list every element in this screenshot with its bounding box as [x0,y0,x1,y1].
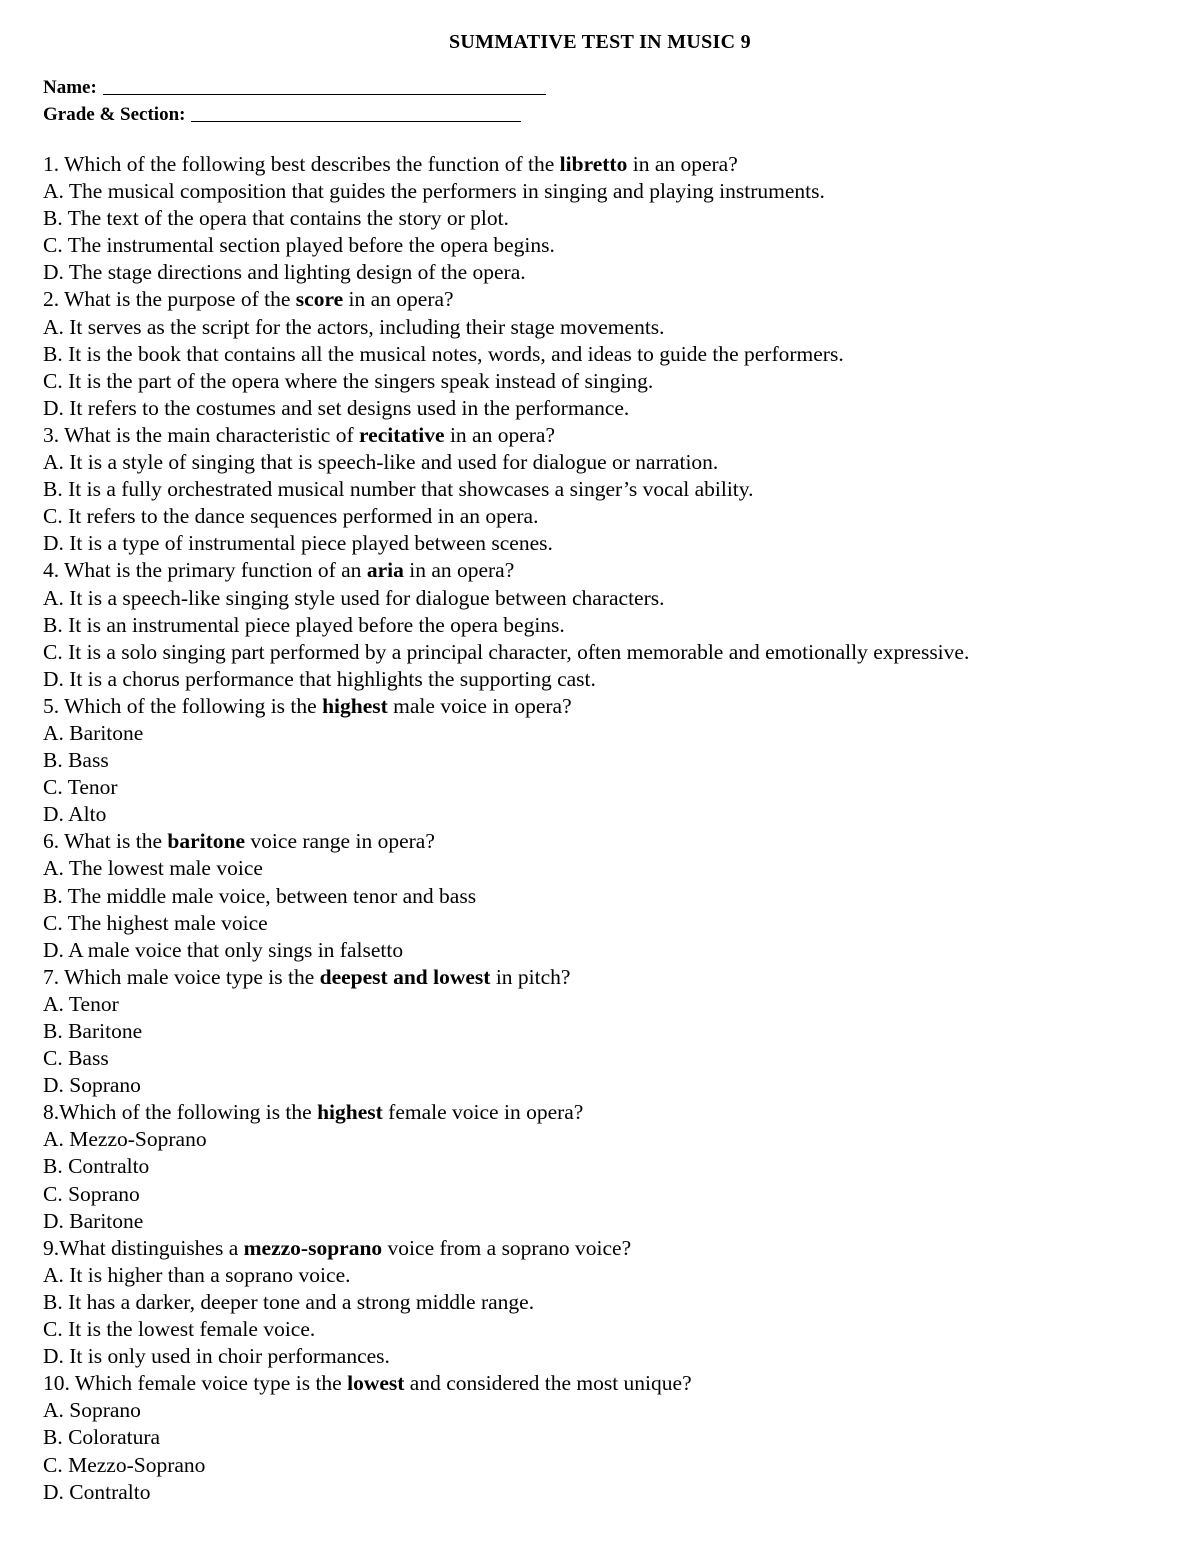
answer-option-c: C. The highest male voice [43,910,268,935]
answer-option-d: D. It is a chorus performance that highlights the supporting cast. [43,666,596,691]
question-text-end: in an opera? [403,558,515,583]
question-4 [43,557,1173,692]
question-text-end: in an opera? [627,152,738,176]
question-stem [43,286,1173,313]
question-text: 5. Which of the following is the [43,693,323,718]
question-text: 9.What distinguishes a [43,1235,244,1260]
question-keyword: recitative [359,422,445,447]
question-stem [43,557,1173,584]
answer-option-b: B. Bass [43,748,109,773]
question-text-end: in an opera? [343,287,454,312]
answer-option-a: A. Baritone [43,720,144,745]
question-text-end: male voice in opera? [387,693,572,718]
question-10 [43,1370,1173,1505]
answer-option-c: C. It refers to the dance sequences performed in an opera. [43,504,539,529]
question-text: 4. What is the primary function of an [43,558,367,583]
answer-option-b: B. Coloratura [43,1425,161,1450]
question-5 [43,693,1173,828]
answer-option-d: D. Contralto [43,1479,151,1504]
answer-option-b: B. Contralto [43,1154,150,1179]
question-text-end: female voice in opera? [382,1100,584,1125]
question-6 [43,828,1173,963]
question-stem [43,964,1173,991]
grade-section-label: Grade & Section: [43,104,186,125]
answer-option-a: A. It is a style of singing that is speech-like and used for dialogue or narration. [43,450,719,475]
question-stem [43,693,1173,720]
answer-option-c: C. The instrumental section played before the opera begins. [43,233,555,258]
question-keyword: highest [322,693,388,718]
question-keyword: lowest [347,1371,405,1396]
answer-option-d: D. Soprano [43,1073,141,1098]
answer-option-b: B. Baritone [43,1019,143,1043]
answer-option-d: D. A male voice that only sings in falsetto [43,937,404,962]
question-8 [43,1099,1173,1234]
answer-option-b: B. The text of the opera that contains the story or plot. [43,206,509,231]
question-text: 3. What is the main characteristic of [43,422,360,447]
answer-option-c: C. Soprano [43,1181,140,1206]
answer-option-b: B. The middle male voice, between tenor and bass [43,883,477,908]
question-text: 6. What is the [43,829,168,854]
question-stem [43,828,1173,855]
question-text: 10. Which female voice type is the [43,1371,348,1396]
answer-option-c: C. Tenor [43,775,118,800]
question-text-end: in pitch? [490,964,571,989]
answer-option-a: A. The lowest male voice [43,856,263,881]
question-text: 1. Which of the following best describes the function of the [43,152,560,176]
answer-option-a: A. Soprano [43,1398,141,1423]
answer-option-a: A. The musical composition that guides the performers in singing and playing instruments. [43,179,825,204]
page-title: SUMMATIVE TEST IN MUSIC 9 [448,31,751,53]
question-text: 7. Which male voice type is the [43,964,320,989]
answer-option-b: B. It is an instrumental piece played before the opera begins. [43,612,565,637]
question-keyword: deepest and lowest [319,964,491,989]
question-stem [43,1370,1173,1397]
question-7 [43,964,1173,1099]
question-3 [43,422,1173,557]
question-text-end: and considered the most unique? [404,1371,692,1396]
answer-option-d: D. The stage directions and lighting design of the opera. [43,260,526,285]
question-keyword: aria [366,558,404,583]
question-9 [43,1235,1173,1370]
question-keyword: libretto [559,152,628,176]
question-keyword: mezzo-soprano [243,1235,383,1260]
answer-option-c: C. It is a solo singing part performed by a principal character, often memorable and emotionally expressive. [43,639,970,664]
answer-option-a: A. It is a speech-like singing style used for dialogue between characters. [43,585,665,610]
answer-option-c: C. Mezzo-Soprano [43,1452,206,1477]
name-blank-line[interactable] [103,74,546,95]
answer-option-d: D. Baritone [43,1208,144,1233]
answer-option-c: C. It is the lowest female voice. [43,1317,316,1342]
question-keyword: score [295,287,344,312]
name-label: Name: [43,77,97,98]
answer-option-b: B. It is a fully orchestrated musical number that showcases a singer’s vocal ability. [43,477,754,502]
question-stem [43,151,1173,178]
question-keyword: highest [317,1100,383,1125]
answer-option-d: D. It is only used in choir performances. [43,1344,390,1369]
question-stem [43,1099,1173,1126]
answer-option-a: A. It serves as the script for the actors, including their stage movements. [43,314,665,339]
answer-option-d: D. It refers to the costumes and set designs used in the performance. [43,395,630,420]
grade-section-blank-line[interactable] [191,101,521,122]
answer-option-a: A. Mezzo-Soprano [43,1127,207,1152]
answer-option-d: D. Alto [43,802,107,827]
question-text-end: voice from a soprano voice? [382,1235,632,1260]
answer-option-a: A. It is higher than a soprano voice. [43,1262,351,1287]
answer-option-b: B. It is the book that contains all the musical notes, words, and ideas to guide the performers. [43,341,844,366]
answer-option-c: C. It is the part of the opera where the singers speak instead of singing. [43,368,654,393]
answer-option-d: D. It is a type of instrumental piece played between scenes. [43,531,553,556]
question-text: 2. What is the purpose of the [43,287,296,312]
question-text-end: voice range in opera? [245,829,435,854]
answer-option-b: B. It has a darker, deeper tone and a strong middle range. [43,1289,535,1314]
answer-option-c: C. Bass [43,1046,109,1071]
name-field [43,72,546,100]
question-text-end: in an opera? [444,422,556,447]
question-keyword: baritone [167,829,246,854]
question-1 [43,151,1173,286]
grade-section-field [43,99,521,127]
question-2 [43,286,1173,421]
answer-option-a: A. Tenor [43,991,119,1016]
question-text: 8.Which of the following is the [43,1100,318,1125]
question-stem [43,422,1173,449]
question-stem [43,1235,1173,1262]
question-list [43,151,1173,1506]
